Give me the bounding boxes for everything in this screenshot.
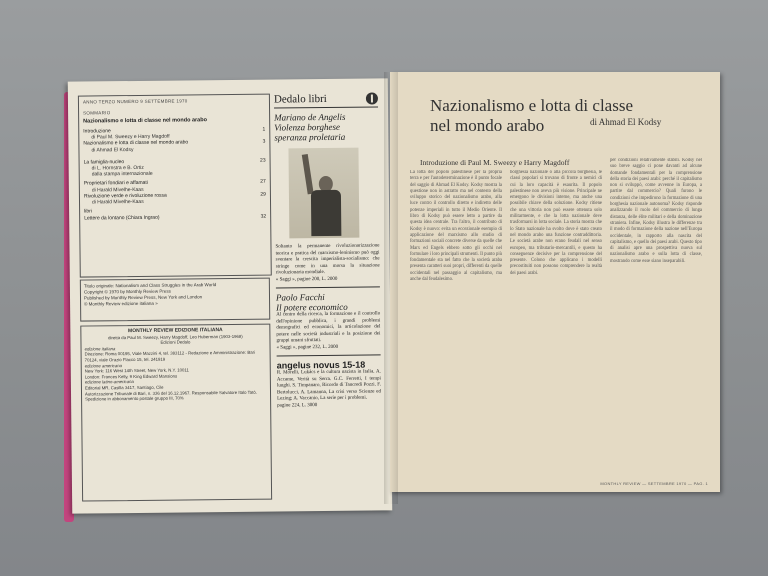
toc-entry-author: di L. Hornstra e B. Ortiz bbox=[91, 164, 144, 172]
masthead-line: Direzione: Roma 00195, Viale Mazzini 4, tel. 383112 - Redazione e Amministrazione: Bari 70124, viale Orazio Flacco 15, tel. 241919 bbox=[84, 350, 255, 363]
article-title bbox=[430, 96, 633, 136]
toc-entry-author: di Ahmad El Kodsy bbox=[91, 146, 134, 153]
journal-title: angelus novus 15-18 bbox=[276, 359, 366, 371]
book-description: Al centro della ricerca, la formazione e il controllo dell'opinione pubblica, i grandi problemi demografici ed economici, la articolazione del potere nelle società industriali e la posizione dei gruppi umani sfruttati. bbox=[276, 311, 381, 344]
masthead-title: MONTHLY REVIEW EDIZIONE ITALIANA bbox=[128, 327, 223, 335]
masthead-line: Editorial MR, Casilla 3417, Santiago, Cile bbox=[84, 384, 164, 391]
masthead-editors: diretta da Paul M. Sweezy, Harry Magdoff, Leo Huberman (1903-1968) bbox=[108, 333, 243, 340]
masthead-publisher: Edizioni Dedalo bbox=[160, 339, 191, 345]
toc-entry: Introduzione 1 bbox=[83, 126, 266, 135]
imprint-box bbox=[80, 278, 270, 322]
toc-entry-author: di Paul M. Sweezy e Harry Magdoff bbox=[91, 133, 170, 141]
toc-entry: Rivoluzione verde e rivoluzione rossa 29 bbox=[83, 191, 266, 200]
dedalo-title: Dedalo libri bbox=[273, 92, 327, 106]
dedalo-logo-icon bbox=[366, 92, 378, 104]
imprint-line: © Monthly Review edizione italiana » bbox=[84, 300, 158, 307]
toc-section: dalla stampa internazionale bbox=[91, 170, 153, 178]
magazine-spread bbox=[70, 72, 720, 512]
dedalo-header bbox=[274, 92, 378, 108]
magazine-spine bbox=[384, 72, 398, 504]
masthead-box bbox=[80, 324, 272, 502]
toc-label: SOMMARIO bbox=[83, 110, 111, 116]
book-title: Il potere economico bbox=[276, 301, 348, 313]
article-title-line: Nazionalismo e lotta di classe bbox=[430, 96, 633, 115]
imprint-line: Titolo originale: Nationalism and Class Struggles in the Arab World bbox=[83, 282, 217, 289]
toc-entry: Lettere da lontano (Chiara Ingrao) 32 bbox=[84, 213, 267, 222]
toc-section: libri bbox=[84, 208, 92, 215]
book-title: speranza proletaria bbox=[274, 131, 346, 143]
article-author: di Ahmad El Kodsy bbox=[590, 117, 662, 127]
book-author: Mariano de Angelis bbox=[274, 111, 346, 123]
table-of-contents bbox=[78, 94, 272, 278]
article-column: per condizioni relativamente stabili. Kodsy nel suo breve saggio ci pone davanti ad alcune domande fondamentali per la comprensione della storia dei paesi arabi: perché il capitalismo non si sviluppò, come avvenne in Europa, a partire dal commercio? Quali furono le condizioni che impedirono la formazione di una borghesia nazionale autonoma? Kodsy risponde analizzando il ruolo del commercio di lunga distanza, delle élite militari e della dominazione straniera. Infine, Kodsy illustra le differenze tra il modo di formazione della nazione nell'Europa occidentale, in rapporto alla nascita del capitalismo, e quello dei paesi arabi. Questo tipo di analisi apre una prospettiva nuova sul nazionalismo arabo e sulla lotta di classe, mostrando come esse siano inseparabili. bbox=[610, 158, 702, 264]
toc-headline: Nazionalismo e lotta di classe nel mondo arabo bbox=[83, 117, 207, 125]
toc-entry: La famiglia-nucleo 23 bbox=[83, 157, 266, 166]
journal-description: R. Morelli, Lukács e la cultura nazista in Italia. A. Accame, Verità su Serra. G.C. Ferretti, I tempi lunghi. S. Timpanaro, Ricordo di Tancredi Pozzi. F. Bertolucci, A. Lamanna, La crisi verso Scienze ed Lezing; A. Vaccanio, La serie per i problemi. bbox=[276, 369, 382, 402]
article-column: La lotta del popolo palestinese per la propria terra e per l'autodeterminazione è il punto focale del saggio di Ahmad El Kodsy. Kodsy mostra la questione non in astratto ma nel contesto della sviluppo storico del nazionalismo arabo, alla luce contro il controllo diretto e indiretto delle potenze imperiali in tutto il Medio Oriente. Il libro di Kodsy può essere letto a partire da questa idea centrale. Tra l'altro, il contributo di Kodsy è nuovo: evita un eccezionale esempio di applicazione del marxismo allo studio di formazioni sociali concrete diverse da quelle che Marx ed Engels ebbero sotto gli occhi nel formulare i loro principali strumenti. Il punto più fondamentale sta nel fatto che la società araba presenta caratteri suoi propri, differenti da quelle occidentali nel passaggio al capitalismo, ma anche dal feudalesimo. bbox=[410, 170, 502, 283]
masthead-line: Autorizzazione Tribunale di Bari, n. 336 del 16.12.1967. Responsabile Salvatore Italo Tatò. Spedizione in abbonamento postale gruppo III, 70% bbox=[84, 389, 257, 402]
journal-reference: pagine 224, L. 3000 bbox=[277, 402, 318, 409]
toc-entry: Nazionalismo e lotta di classe nel mondo arabo 3 bbox=[83, 138, 266, 147]
masthead-section: edizione italiana bbox=[84, 345, 116, 352]
left-page bbox=[68, 78, 393, 513]
right-page bbox=[390, 72, 720, 492]
issue-header: ANNO TERZO NUMERO 9 SETTEMBRE 1970 bbox=[82, 98, 188, 105]
toc-entry: Proprietari fondiari e affamati 27 bbox=[83, 178, 266, 187]
page-footer: MONTHLY REVIEW — SETTEMBRE 1970 — PAG. 1 bbox=[600, 481, 708, 486]
masthead-section: edizione latino-americana bbox=[84, 379, 134, 385]
book-description: Soltanto la permanente rivoluzionarizzazione teorica e pratica del marxismo-leninismo può oggi sventare la crescita imperialista-socialismo: che stringe come in una morsa la situazione rivoluzionaria mondiale. bbox=[275, 243, 380, 276]
dedalo-ads-column bbox=[274, 92, 382, 503]
book-reference: « Saggi », pagine 200, L. 2000 bbox=[275, 276, 338, 283]
book-reference: « Saggi », pagine 232, L. 2000 bbox=[276, 344, 339, 351]
book-author: Paolo Facchi bbox=[275, 292, 325, 303]
book-title: Violenza borghese bbox=[274, 121, 341, 133]
toc-entry-author: di Harald Mivelhe-Kaas bbox=[91, 186, 144, 193]
article-column: borghesia nazionale o alla piccola borghesia, le classi popolari si trovano di fronte a nemici di cui la loro capacità è esaurita. Il popolo palestinese non aveva più visione. Principale ne emergono le divisioni interne, ma anche una possibile chiave della soluzione. Kodsy ritiene che una vittoria non può essere ottenuta solo militarmente, e che la lotta nazionale deve trasformarsi in lotta sociale. La storia mostra che lo Stato nazionale ha svolto dove è stato creato nel mondo arabo una funzione contraddittoria. Le società arabe non erano feudali nel senso europeo, ma tributario-mercantili, e questo ha conseguenze decisive per la comprensione del presente. Colono che applicano i modelli precostituiti non possono comprendere la realtà dei paesi arabi. bbox=[510, 170, 602, 276]
masthead-line: London: Frances Kelly, 9 King Edward Mansions bbox=[84, 373, 178, 380]
masthead-section: edizione americana bbox=[84, 362, 123, 369]
imprint-line: Published by Monthly Review Press, New York and London bbox=[83, 294, 203, 301]
toc-entry-author: di Harald Mivelhe-Kaas bbox=[91, 198, 144, 206]
protest-photo bbox=[288, 148, 359, 239]
masthead-line: New York: 116 West 14th Street, New York, N.Y. 10011 bbox=[84, 367, 189, 374]
article-intro-heading: Introduzione di Paul M. Sweezy e Harry Magdoff bbox=[420, 158, 570, 167]
imprint-line: Copyright © 1970 by Monthly Review Press bbox=[83, 288, 171, 295]
article-title-line: nel mondo arabo bbox=[430, 116, 545, 135]
